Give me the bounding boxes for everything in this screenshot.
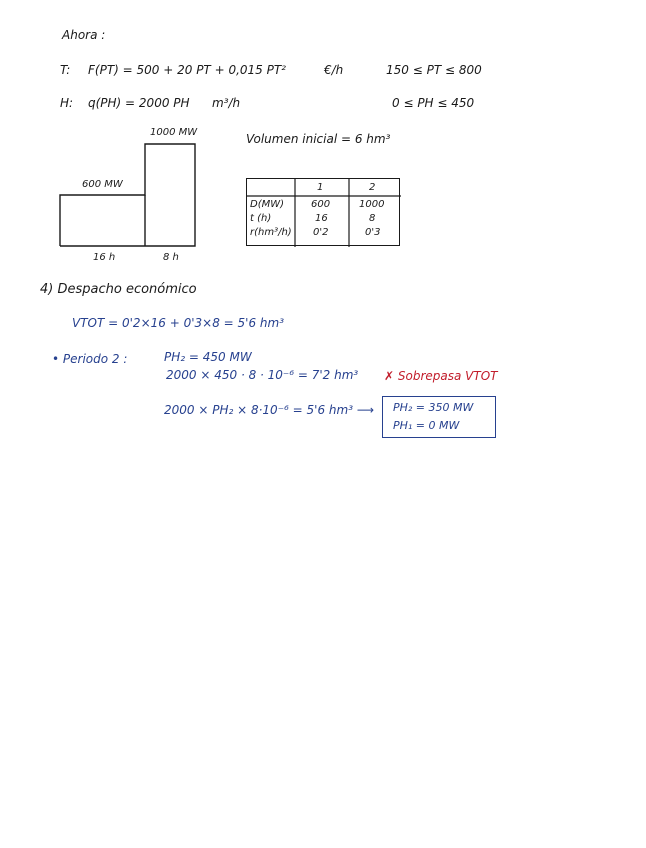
table-row-label: t (h) — [250, 213, 272, 224]
table-cell: 8 — [369, 213, 376, 224]
result-box — [382, 396, 496, 438]
periodo-label: • Periodo 2 : — [52, 352, 128, 366]
load-top-label: 1000 MW — [150, 127, 198, 138]
thermal-unit: €/h — [324, 63, 344, 77]
hydro-flow-equation: q(PH) = 2000 PH — [88, 96, 190, 110]
table-cell: 600 — [311, 199, 331, 210]
volume-calc-solve: 2000 × PH₂ × 8·10⁻⁶ = 5'6 hm³ ⟶ — [164, 403, 375, 417]
table-cell: 0'3 — [365, 227, 381, 238]
thermal-range: 150 ≤ PT ≤ 800 — [386, 63, 482, 77]
hydro-range: 0 ≤ PH ≤ 450 — [392, 96, 475, 110]
data-table — [246, 178, 400, 246]
table-cell: 0'2 — [313, 227, 329, 238]
volumen-inicial: Volumen inicial = 6 hm³ — [246, 132, 391, 146]
vtot-calculation: VTOT = 0'2×16 + 0'3×8 = 5'6 hm³ — [72, 316, 285, 330]
hydro-unit: m³/h — [212, 96, 241, 110]
table-col-header-1: 1 — [317, 182, 324, 193]
result-ph2: PH₂ = 350 MW — [393, 401, 474, 414]
table-col-header-2: 2 — [369, 182, 376, 193]
table-cell: 16 — [315, 213, 328, 224]
result-ph1: PH₁ = 0 MW — [393, 419, 460, 432]
ph2-max: PH₂ = 450 MW — [164, 350, 252, 364]
hydro-label: H: — [60, 96, 74, 110]
load-diagram-outline — [60, 144, 195, 246]
load-left-label: 600 MW — [82, 179, 123, 190]
load-bottom-left: 16 h — [93, 252, 116, 263]
load-bottom-right: 8 h — [163, 252, 179, 263]
ahora-heading: Ahora : — [62, 28, 106, 42]
table-cell: 1000 — [359, 199, 385, 210]
thermal-cost-equation: F(PT) = 500 + 20 PT + 0,015 PT² — [88, 63, 286, 77]
table-row-label: r(hm³/h) — [250, 227, 292, 238]
table-row-label: D(MW) — [250, 199, 285, 210]
thermal-label: T: — [60, 63, 71, 77]
volume-calc-max: 2000 × 450 · 8 · 10⁻⁶ = 7'2 hm³ — [166, 368, 359, 382]
section-heading: 4) Despacho económico — [40, 282, 197, 297]
sobrepasa-note: ✗ Sobrepasa VTOT — [384, 369, 498, 383]
